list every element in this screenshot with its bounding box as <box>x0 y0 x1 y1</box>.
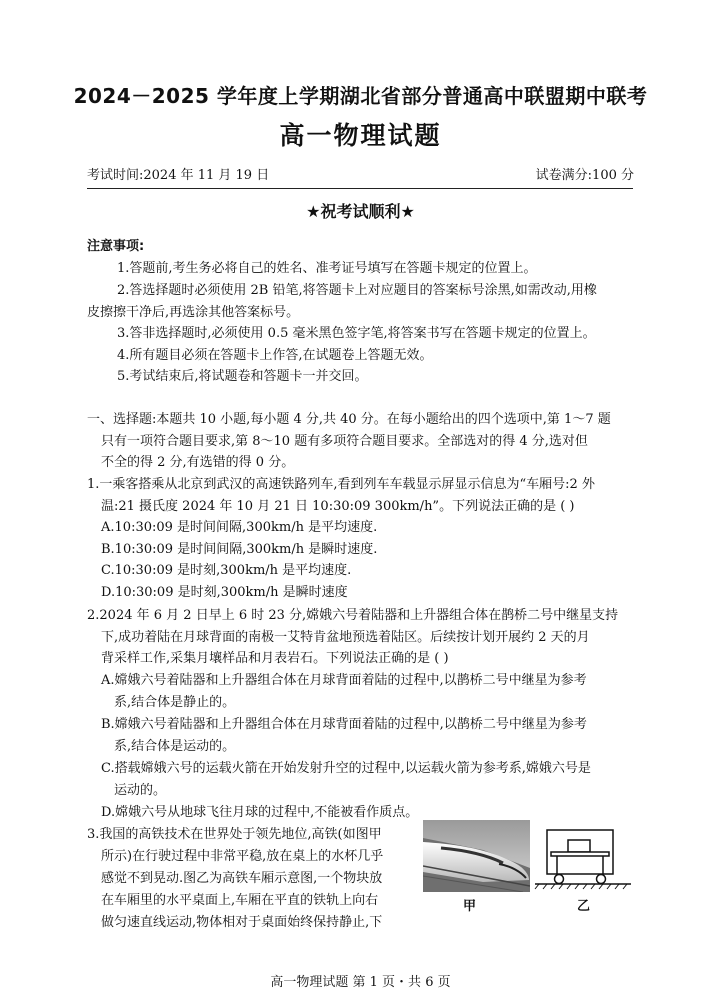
figure-label-yi: 乙 <box>577 899 591 914</box>
option-d: D.10:30:09 是时刻,300km/h 是瞬时速度 <box>101 585 348 600</box>
question-stem: 3.我国的高铁技术在世界处于领先地位,高铁(如图甲 <box>87 827 382 842</box>
section-intro: 只有一项符合题目要求,第 8～10 题有多项符合题目要求。全部选对的得 4 分,选对但 <box>101 434 588 449</box>
note-line: 皮擦擦干净后,再选涂其他答案标号。 <box>87 305 300 320</box>
question-stem: 温:21 摄氏度 2024 年 10 月 21 日 10:30:09 300km/h”。下列说法正确的是 ( ) <box>101 499 575 514</box>
option-c: C.10:30:09 是时刻,300km/h 是平均速度. <box>101 563 352 578</box>
option-b-cont: 系,结合体是运动的。 <box>114 739 236 754</box>
option-b: B.嫦娥六号着陆器和上升器组合体在月球背面着陆的过程中,以鹊桥二号中继星为参考 <box>101 717 587 732</box>
note-line: 3.答非选择题时,必须使用 0.5 毫米黑色签字笔,将答案书写在答题卡规定的位置上。 <box>117 326 596 341</box>
exam-time: 考试时间:2024 年 11 月 19 日 <box>87 168 270 183</box>
option-a: A.嫦娥六号着陆器和上升器组合体在月球背面着陆的过程中,以鹊桥二号中继星为参考 <box>101 673 587 688</box>
option-a-cont: 系,结合体是静止的。 <box>114 695 236 710</box>
note-line: 1.答题前,考生务必将自己的姓名、准考证号填写在答题卡规定的位置上。 <box>117 261 537 276</box>
subject-title: 高一物理试题 <box>279 121 442 150</box>
question-stem: 做匀速直线运动,物体相对于桌面始终保持静止,下 <box>101 915 383 930</box>
question-stem: 在车厢里的水平桌面上,车厢在平直的铁轨上向右 <box>101 893 379 908</box>
full-score: 试卷满分:100 分 <box>535 168 634 183</box>
figure-label-jia: 甲 <box>463 899 477 914</box>
question-stem: 1.一乘客搭乘从北京到武汉的高速铁路列车,看到列车车载显示屏显示信息为“车厢号:2 外 <box>87 477 595 492</box>
option-d: D.嫦娥六号从地球飞往月球的过程中,不能被看作质点。 <box>101 805 419 820</box>
question-stem: 所示)在行驶过程中非常平稳,放在桌上的水杯几乎 <box>101 849 384 864</box>
question-stem: 感觉不到晃动.图乙为高铁车厢示意图,一个物块放 <box>101 871 383 886</box>
section-intro: 不全的得 2 分,有选错的得 0 分。 <box>101 455 295 470</box>
option-b: B.10:30:09 是时间间隔,300km/h 是瞬时速度. <box>101 542 378 557</box>
note-line: 4.所有题目必须在答题卡上作答,在试题卷上答题无效。 <box>117 348 433 363</box>
notes-title: 注意事项: <box>87 239 145 254</box>
carriage-diagram <box>533 826 633 892</box>
question-stem: 下,成功着陆在月球背面的南极一艾特肯盆地预选着陆区。后续按计划开展约 2 天的月 <box>101 630 590 645</box>
page-footer: 高一物理试题 第 1 页・共 6 页 <box>270 975 451 990</box>
note-line: 2.答选择题时必须使用 2B 铅笔,将答题卡上对应题目的答案标号涂黑,如需改动,用橡 <box>117 283 597 298</box>
motto: ★祝考试顺利★ <box>306 202 415 221</box>
note-line: 5.考试结束后,将试题卷和答题卡一并交回。 <box>117 369 368 384</box>
train-photo <box>423 820 530 892</box>
question-stem: 2.2024 年 6 月 2 日早上 6 时 23 分,嫦娥六号着陆器和上升器组合体在鹊桥二号中继星支持 <box>87 608 619 623</box>
option-c-cont: 运动的。 <box>114 783 167 798</box>
exam-title: 2024－2025 学年度上学期湖北省部分普通高中联盟期中联考 <box>73 84 648 108</box>
question-stem: 背采样工作,采集月壤样品和月表岩石。下列说法正确的是 ( ) <box>101 651 449 666</box>
option-c: C.搭载嫦娥六号的运载火箭在开始发射升空的过程中,以运载火箭为参考系,嫦娥六号是 <box>101 761 591 776</box>
section-intro: 一、选择题:本题共 10 小题,每小题 4 分,共 40 分。在每小题给出的四个选项中,第 1～7 题 <box>87 412 611 427</box>
option-a: A.10:30:09 是时间间隔,300km/h 是平均速度. <box>101 520 378 535</box>
header-rule <box>87 188 633 189</box>
